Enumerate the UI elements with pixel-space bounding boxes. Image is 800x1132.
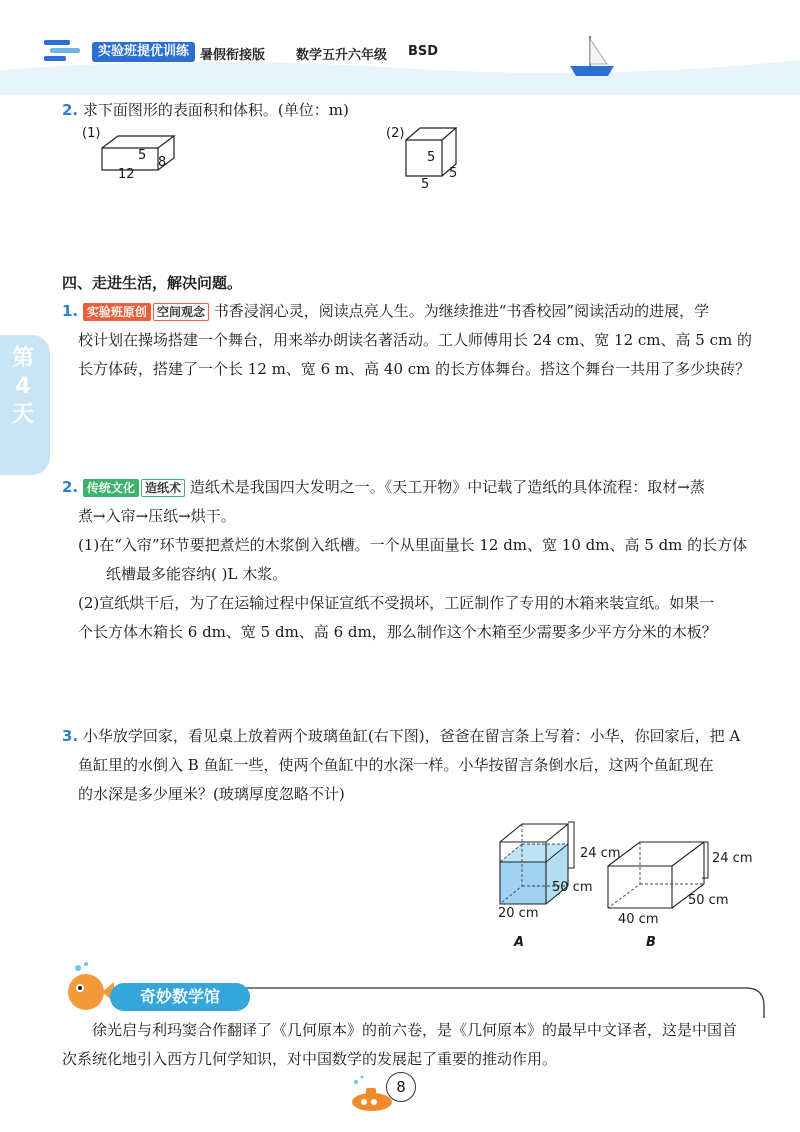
- tank-b-depth: 50 cm: [688, 893, 729, 908]
- header-subject: 数学五升六年级: [296, 48, 388, 63]
- page-number: 8: [386, 1072, 416, 1102]
- p3-line1: 小华放学回家，看见桌上放着两个玻璃鱼缸(右下图)，爸爸在留言条上写着：小华，你回家后，把 A: [82, 727, 741, 745]
- p3-line3: 的水深是多少厘米？(玻璃厚度忽略不计): [78, 785, 345, 803]
- fun-line2: 次系统化地引入西方几何学知识，对中国数学的发展起了重要的推动作用。: [62, 1050, 558, 1068]
- q2-number: 2.: [62, 101, 79, 119]
- fig1-height: 5: [138, 148, 147, 163]
- tank-a-height-bracket: [566, 820, 580, 870]
- section4-title: 四、走进生活，解决问题。: [62, 274, 243, 292]
- p1-line1: 书香浸润心灵，阅读点亮人生。为继续推进“书香校园”阅读活动的进展，学: [213, 302, 710, 320]
- p1-line2: 校计划在操场搭建一个舞台，用来举办朗读名著活动。工人师傅用长 24 cm、宽 12 cm、高 5 cm 的: [78, 331, 752, 349]
- fig2-length: 5: [421, 177, 430, 192]
- problem-1: [62, 297, 762, 384]
- fig2-height: 5: [427, 150, 436, 165]
- p2-sub1-line2: 纸槽最多能容纳( )L 木浆。: [106, 565, 288, 583]
- q2-text: 求下面图形的表面积和体积。(单位：m): [82, 101, 349, 119]
- problem-2: [62, 473, 762, 647]
- fish-tank-a-figure: [494, 800, 574, 912]
- p2-line2: 煮→入帘→压纸→烘干。: [78, 507, 236, 525]
- problem-3: [62, 722, 772, 809]
- tank-a-height: 24 cm: [580, 846, 621, 861]
- p2-sub2-line1: (2)宣纸烘干后，为了在运输过程中保证宣纸不受损坏，工匠制作了专用的木箱来装宣纸。如果一: [78, 594, 715, 612]
- fig2-width: 5: [449, 166, 458, 181]
- fun-line1: 徐光启与利玛窦合作翻译了《几何原本》的前六卷，是《几何原本》的最早中文译者，这是中国首: [92, 1021, 738, 1039]
- fig1-length: 12: [118, 167, 135, 182]
- fun-corner-title: 奇妙数学馆: [110, 983, 250, 1011]
- tank-b-width: 40 cm: [618, 912, 659, 927]
- day-side-tab-text: 第 4 天: [11, 346, 34, 427]
- p2-line1: 造纸术是我国四大发明之一。《天工开物》中记载了造纸的具体流程：取材→蒸: [189, 478, 705, 496]
- fun-corner-text: [62, 1016, 772, 1074]
- fig1-label: (1): [82, 126, 101, 141]
- p2-number: 2.: [62, 478, 79, 496]
- p1-number: 1.: [62, 302, 79, 320]
- p1-tag-topic: 空间观念: [153, 303, 209, 321]
- tank-b-height: 24 cm: [712, 851, 753, 866]
- header-edition: 暑假衔接版: [200, 48, 266, 63]
- p1-tag-original: 实验班原创: [83, 303, 151, 321]
- fig2-label: (2): [386, 126, 405, 141]
- header-series-label: 实验班提优训练: [92, 42, 195, 62]
- fish-mascot-icon: [56, 958, 116, 1022]
- tank-a-depth: 50 cm: [552, 880, 593, 895]
- tank-a-width: 20 cm: [498, 906, 539, 921]
- p1-line3: 长方体砖，搭建了一个长 12 m、宽 6 m、高 40 cm 的长方体舞台。搭这个舞台一共用了多少块砖？: [78, 360, 751, 378]
- tank-a-name: A: [514, 935, 525, 950]
- p2-sub1-line1: (1)在“入帘”环节要把煮烂的木浆倒入纸槽。一个从里面量长 12 dm、宽 10 dm、高 5 dm 的长方体: [78, 536, 748, 554]
- tank-b-name: B: [646, 935, 656, 950]
- p3-number: 3.: [62, 727, 79, 745]
- p2-tag-topic: 造纸术: [141, 479, 185, 497]
- sailboat-icon: [562, 34, 622, 83]
- p2-tag-culture: 传统文化: [83, 479, 139, 497]
- q2-title: [62, 96, 349, 125]
- fig1-width: 8: [158, 155, 167, 170]
- p3-line2: 鱼缸里的水倒入 B 鱼缸一些，使两个鱼缸中的水深一样。小华按留言条倒水后，这两个鱼缸现在: [78, 756, 714, 774]
- header-publisher: BSD: [408, 44, 439, 59]
- p2-sub2-line2: 个长方体木箱长 6 dm、宽 5 dm、高 6 dm，那么制作这个木箱至少需要多少平方分米的木板？: [78, 623, 717, 641]
